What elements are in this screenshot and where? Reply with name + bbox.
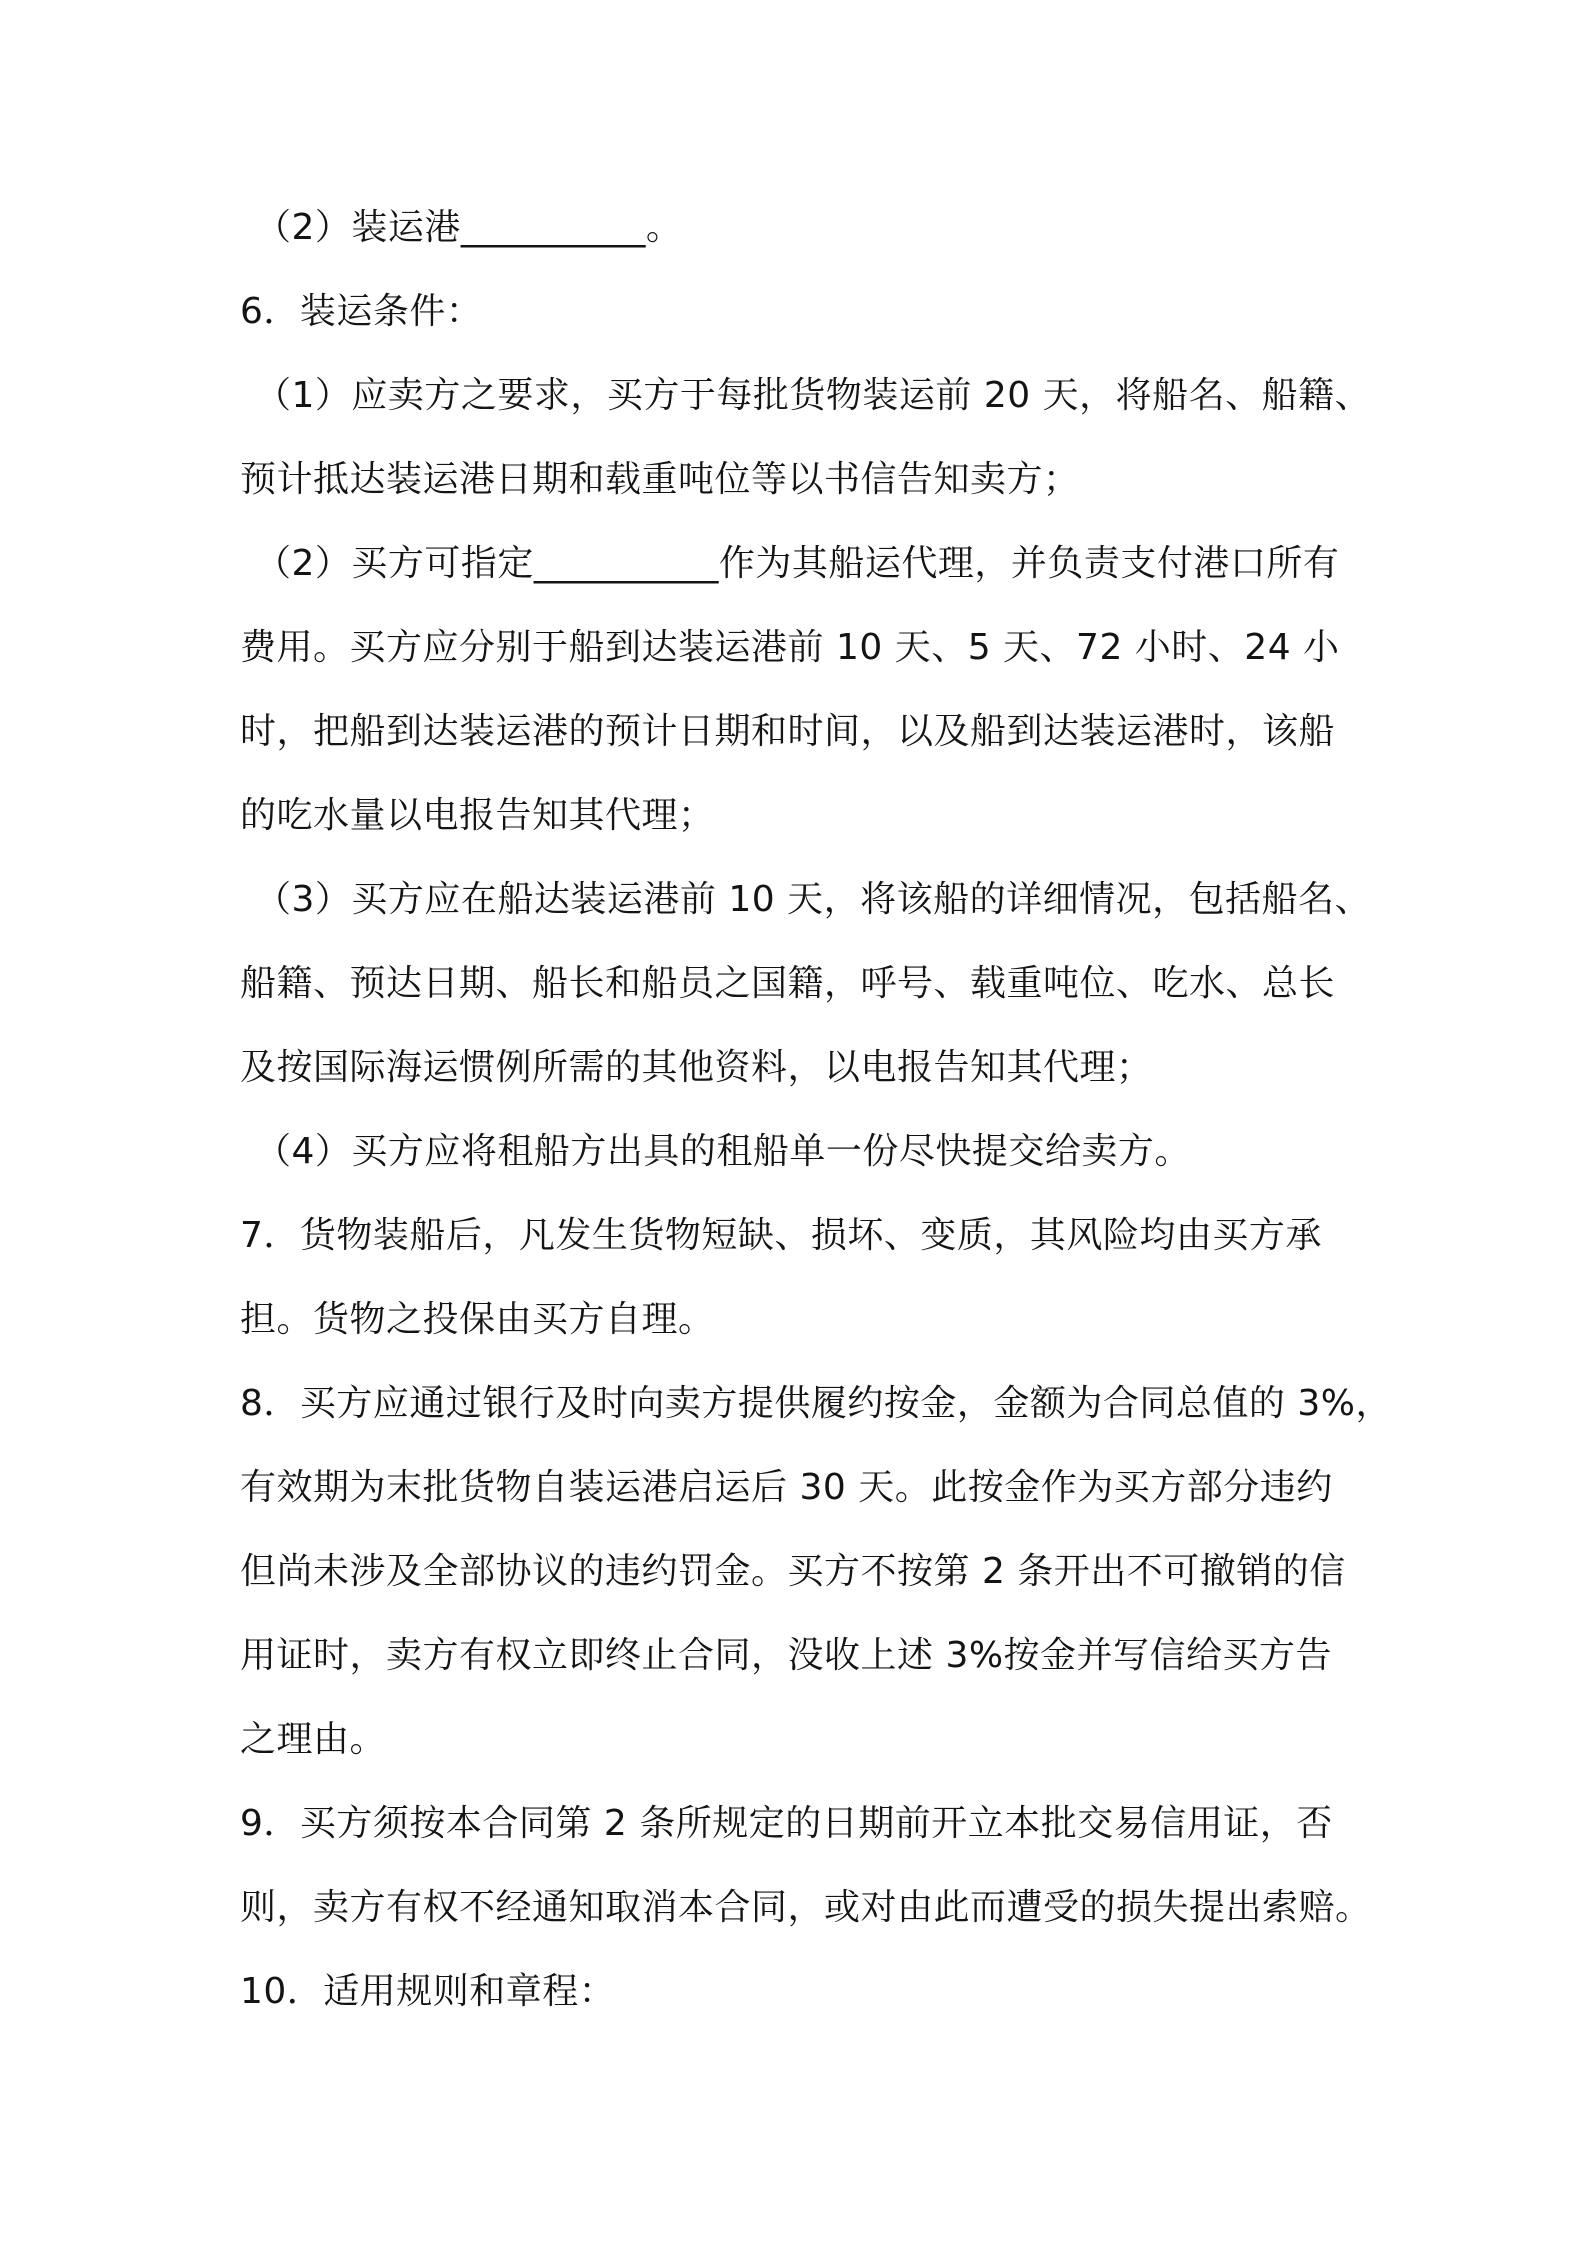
text-line: 的吃水量以电报告知其代理； — [240, 795, 715, 836]
text-line: 则，卖方有权不经通知取消本合同，或对由此而遭受的损失提出索赔。 — [240, 1887, 1372, 1928]
text-line: 但尚未涉及全部协议的违约罚金。买方不按第 2 条开出不可撤销的信 — [240, 1551, 1346, 1592]
text-line: （1）应卖方之要求，买方于每批货物装运前 20 天，将船名、船籍、 — [255, 375, 1372, 416]
text-line: 时，把船到达装运港的预计日期和时间，以及船到达装运港时，该船 — [240, 711, 1336, 752]
text-line: （3）买方应在船达装运港前 10 天，将该船的详细情况，包括船名、 — [255, 879, 1372, 920]
text-line: （2）买方可指定__________作为其船运代理，并负责支付港口所有 — [255, 543, 1340, 584]
section-heading: 7．货物装船后，凡发生货物短缺、损坏、变质，其风险均由买方承 — [240, 1215, 1322, 1256]
text-line: 用证时，卖方有权立即终止合同，没收上述 3%按金并写信给买方告 — [240, 1635, 1333, 1676]
text-line: 费用。买方应分别于船到达装运港前 10 天、5 天、72 小时、24 小 — [240, 627, 1340, 668]
section-heading: 9．买方须按本合同第 2 条所规定的日期前开立本批交易信用证，否 — [240, 1803, 1333, 1844]
section-heading: 10．适用规则和章程： — [240, 1971, 616, 2012]
text-line: 及按国际海运惯例所需的其他资料，以电报告知其代理； — [240, 1047, 1153, 1088]
section-heading: 6．装运条件： — [240, 291, 483, 332]
text-line: 之理由。 — [240, 1719, 387, 1760]
text-line: （4）买方应将租船方出具的租船单一份尽快提交给卖方。 — [255, 1131, 1191, 1172]
text-line: 预计抵达装运港日期和载重吨位等以书信告知卖方； — [240, 459, 1080, 500]
section-heading: 8．买方应通过银行及时向卖方提供履约按金，金额为合同总值的 3%， — [240, 1383, 1392, 1424]
text-line: 有效期为末批货物自装运港启运后 30 天。此按金作为买方部分违约 — [240, 1467, 1333, 1508]
text-line: 船籍、预达日期、船长和船员之国籍，呼号、载重吨位、吃水、总长 — [240, 963, 1336, 1004]
text-line: 担。货物之投保由买方自理。 — [240, 1299, 715, 1340]
text-line: （2）装运港__________。 — [255, 207, 683, 248]
